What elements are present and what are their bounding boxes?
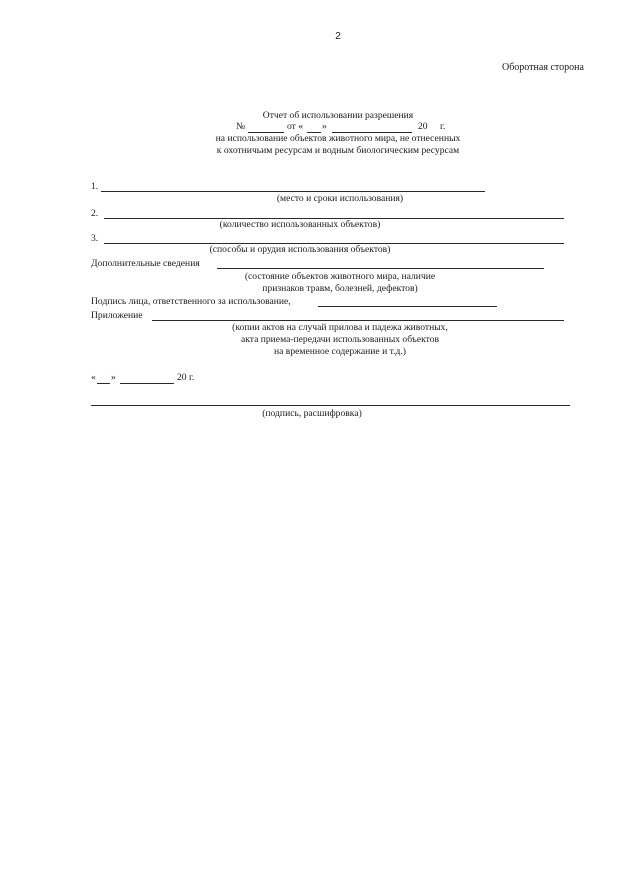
date-month-blank[interactable] — [120, 383, 174, 384]
responsible-signature-label: Подпись лица, ответственного за использование, — [91, 296, 291, 307]
field-2-number: 2. — [91, 208, 99, 219]
responsible-signature-line[interactable] — [318, 306, 497, 307]
date-open-quote: « — [91, 372, 96, 383]
field-2-caption: (количество использованных объектов) — [219, 219, 381, 230]
quote-close: » — [322, 121, 327, 132]
attachment-caption-2: акта приема-передачи использованных объектов — [240, 334, 440, 345]
field-1-line[interactable] — [101, 191, 485, 192]
year-suffix: г. — [440, 121, 446, 132]
date-close-quote: » — [111, 372, 116, 383]
side-label: Оборотная сторона — [502, 62, 584, 73]
field-3-number: 3. — [91, 233, 99, 244]
report-title: Отчет об использовании разрешения — [262, 110, 414, 121]
date-day-blank[interactable] — [97, 383, 110, 384]
number-sign: № — [236, 121, 246, 132]
extra-info-label: Дополнительные сведения — [91, 258, 200, 269]
attachment-caption-3: на временное содержание и т.д.) — [274, 346, 406, 357]
field-1-caption: (место и сроки использования) — [276, 193, 404, 204]
attachment-caption-1: (копии актов на случай прилова и падежа животных, — [232, 322, 448, 333]
attachment-line[interactable] — [152, 320, 564, 321]
report-subtitle-2: к охотничьим ресурсам и водным биологическим ресурсам — [216, 145, 460, 156]
extra-info-line[interactable] — [217, 268, 544, 269]
final-signature-line[interactable] — [91, 405, 570, 406]
from-label: от « — [287, 121, 304, 132]
field-3-caption: (способы и орудия использования объектов) — [209, 244, 391, 255]
final-signature-caption: (подпись, расшифровка) — [262, 408, 362, 419]
year-prefix: 20 — [418, 121, 428, 132]
extra-info-caption-1: (состояние объектов животного мира, наличие — [244, 271, 436, 282]
date-year: 20 г. — [177, 372, 195, 383]
extra-info-caption-2: признаков травм, болезней, дефектов) — [262, 283, 418, 294]
date-line — [91, 373, 221, 385]
field-1-number: 1. — [91, 181, 99, 192]
page-number: 2 — [335, 31, 341, 42]
report-subtitle-1: на использование объектов животного мира, не отнесенных — [215, 133, 461, 144]
attachment-label: Приложение — [91, 310, 143, 321]
